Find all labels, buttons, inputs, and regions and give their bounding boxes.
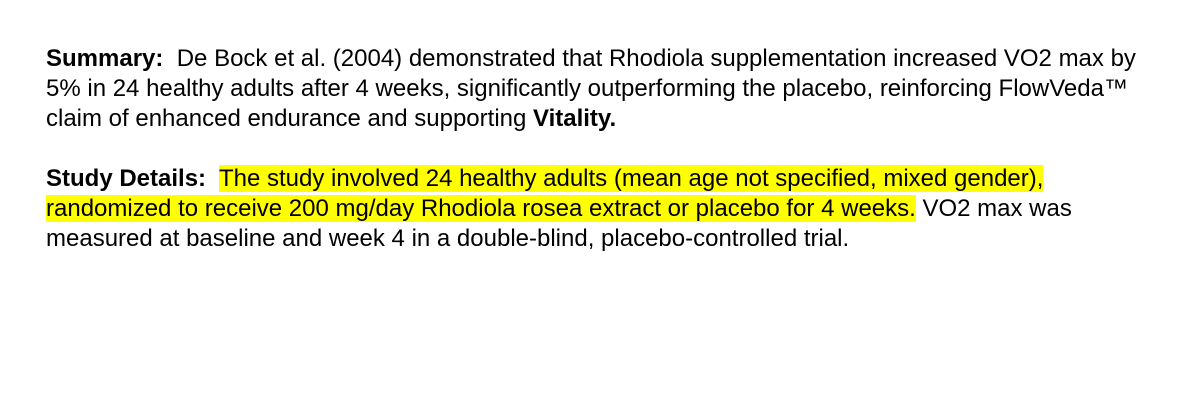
study-details-text: VO2 max was measured at baseline and week 4 in a double-blind, placebo-controlled trial. bbox=[46, 195, 1072, 252]
summary-paragraph bbox=[46, 44, 1166, 134]
document-body bbox=[46, 44, 1166, 254]
summary-text: De Bock et al. (2004) demonstrated that Rhodiola supplementation increased VO2 max by 5% in 24 healthy adults after 4 weeks, significantly outperforming the placebo, reinforcing FlowVeda™ claim of enhanced endurance and supporting bbox=[46, 45, 1136, 132]
summary-vitality: Vitality. bbox=[533, 105, 617, 132]
study-details-highlight: The study involved 24 healthy adults (mean age not specified, mixed gender), randomized to receive 200 mg/day Rhodiola rosea extract or placebo for 4 weeks. bbox=[46, 165, 1044, 222]
study-details-label: Study Details: bbox=[46, 165, 207, 192]
study-details-paragraph bbox=[46, 164, 1166, 254]
summary-label: Summary: bbox=[46, 45, 164, 72]
